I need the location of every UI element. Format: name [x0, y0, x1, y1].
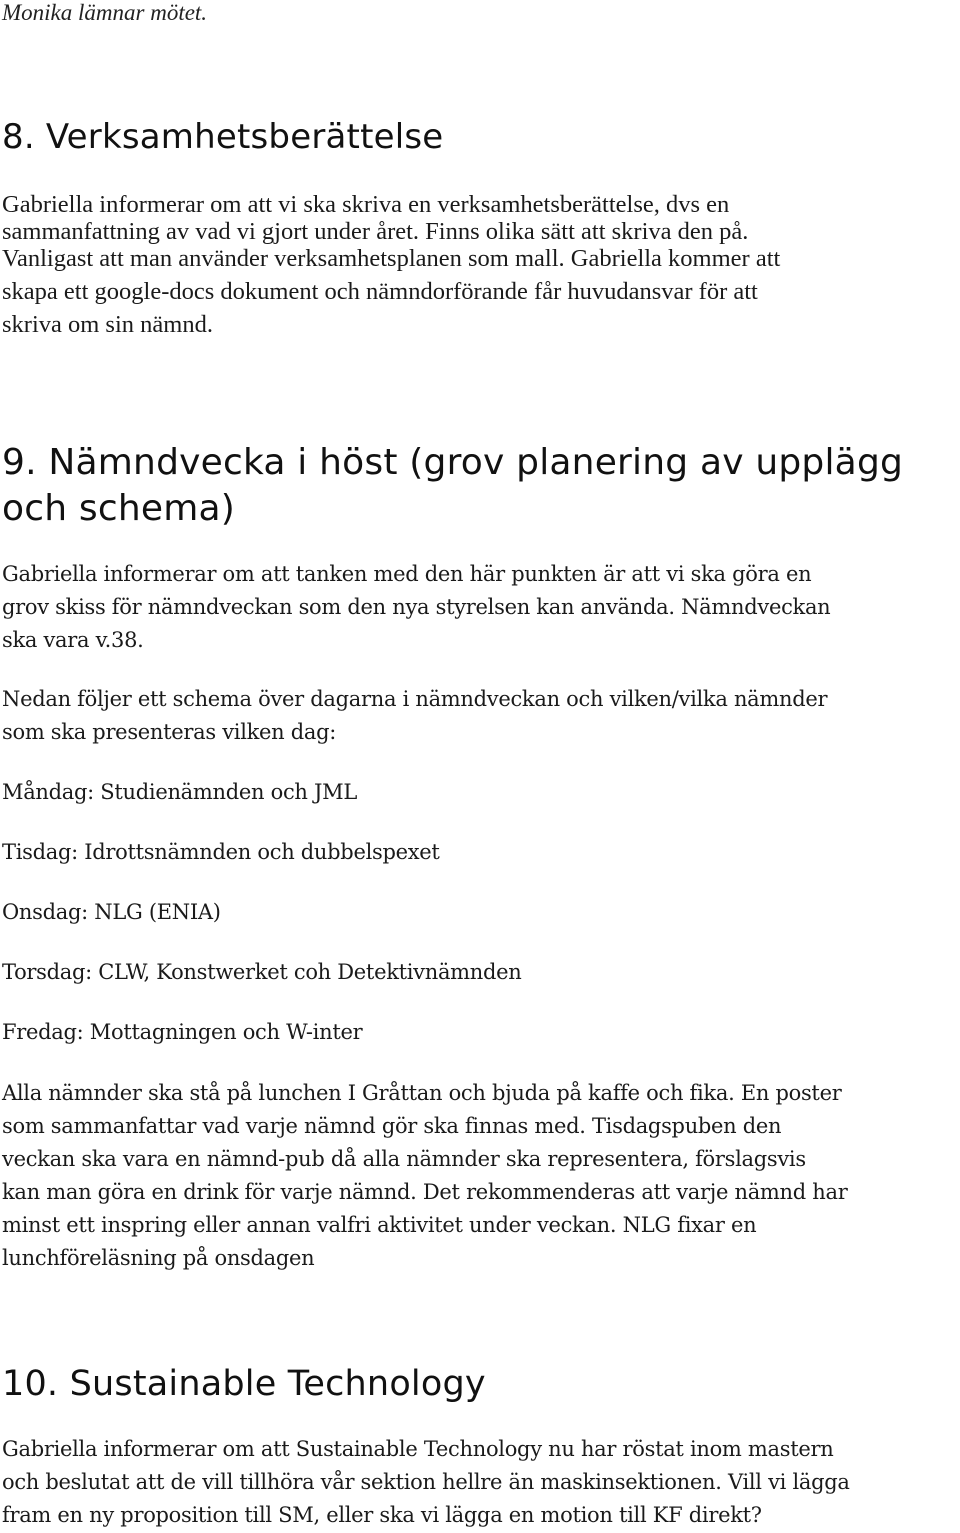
- section-8-paragraph: [2, 188, 780, 341]
- paragraph-line: fram en ny proposition till SM, eller ska vi lägga en motion till KF direkt?: [2, 1503, 762, 1527]
- paragraph-line: grov skiss för nämndveckan som den nya styrelsen kan använda. Nämndveckan: [2, 595, 831, 619]
- heading-line: 9. Nämndvecka i höst (grov planering av upplägg: [2, 442, 904, 483]
- paragraph-line: ska vara v.38.: [2, 628, 144, 652]
- paragraph-line: minst ett inspring eller annan valfri aktivitet under veckan. NLG fixar en: [2, 1213, 757, 1237]
- section-9-schedule-intro: [2, 683, 827, 749]
- section-8-heading: 8. Verksamhetsberättelse: [2, 117, 444, 157]
- paragraph-line: skriva om sin nämnd.: [2, 311, 213, 338]
- paragraph-line: som sammanfattar vad varje nämnd gör ska finnas med. Tisdagspuben den: [2, 1114, 782, 1138]
- meeting-note: Monika lämnar mötet.: [2, 0, 208, 25]
- paragraph-line: som ska presenteras vilken dag:: [2, 720, 337, 744]
- paragraph-line: och beslutat att de vill tillhöra vår sektion hellre än maskinsektionen. Vill vi lägga: [2, 1470, 850, 1494]
- paragraph-line: kan man göra en drink för varje nämnd. Det rekommenderas att varje nämnd har: [2, 1180, 848, 1204]
- section-9-intro: [2, 558, 830, 657]
- schedule-friday: Fredag: Mottagningen och W-inter: [2, 1020, 363, 1044]
- schedule-monday: Måndag: Studienämnden och JML: [2, 780, 357, 804]
- schedule-tuesday: Tisdag: Idrottsnämnden och dubbelspexet: [2, 840, 440, 864]
- paragraph-line: veckan ska vara en nämnd-pub då alla nämnder ska representera, förslagsvis: [2, 1147, 806, 1171]
- section-9-closing: [2, 1077, 847, 1275]
- paragraph-line: Gabriella informerar om att tanken med den här punkten är att vi ska göra en: [2, 562, 812, 586]
- paragraph-line: sammanfattning av vad vi gjort under året. Finns olika sätt att skriva den på.: [2, 218, 749, 245]
- paragraph-line: lunchföreläsning på onsdagen: [2, 1246, 315, 1270]
- paragraph-line: Nedan följer ett schema över dagarna i nämndveckan och vilken/vilka nämnder: [2, 687, 828, 711]
- section-10-heading: 10. Sustainable Technology: [2, 1364, 486, 1404]
- paragraph-line: Gabriella informerar om att vi ska skriva en verksamhetsberättelse, dvs en: [2, 191, 730, 218]
- paragraph-line: Gabriella informerar om att Sustainable Technology nu har röstat inom mastern: [2, 1437, 834, 1461]
- paragraph-line: skapa ett google-docs dokument och nämndorförande får huvudansvar för att: [2, 278, 758, 305]
- paragraph-line: Vanligast att man använder verksamhetsplanen som mall. Gabriella kommer att: [2, 245, 781, 272]
- schedule-thursday: Torsdag: CLW, Konstwerket coh Detektivnämnden: [2, 960, 522, 984]
- schedule-wednesday: Onsdag: NLG (ENIA): [2, 900, 221, 924]
- section-9-heading: [2, 440, 903, 532]
- section-10-paragraph: [2, 1433, 850, 1532]
- paragraph-line: Alla nämnder ska stå på lunchen I Gråttan och bjuda på kaffe och fika. En poster: [2, 1081, 842, 1105]
- heading-line: och schema): [2, 488, 235, 529]
